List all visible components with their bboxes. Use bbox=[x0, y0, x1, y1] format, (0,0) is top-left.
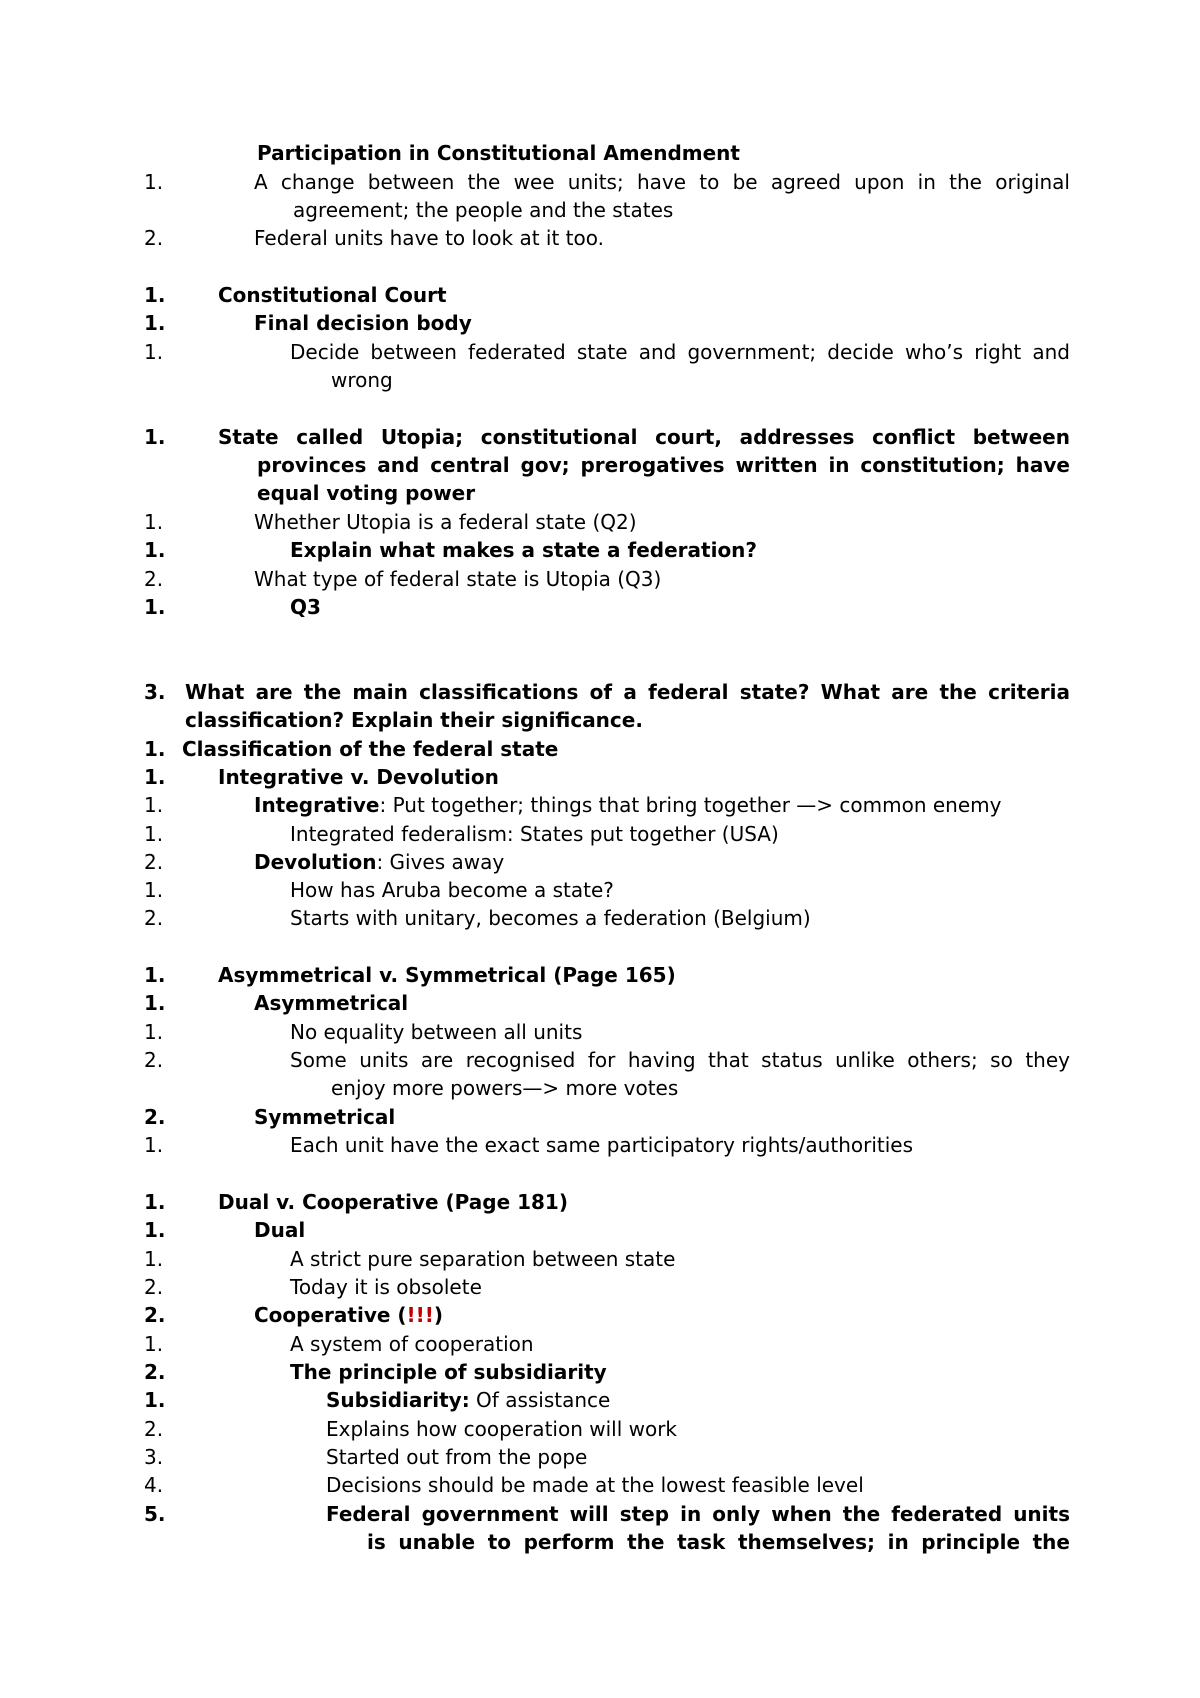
list-number: 1. bbox=[144, 737, 166, 761]
term-label: Subsidiarity: bbox=[326, 1388, 470, 1412]
list-text: A change between the wee units; have to be agreed upon in the original bbox=[254, 170, 1070, 194]
list-number: 1. bbox=[144, 510, 164, 534]
list-text: Symmetrical bbox=[254, 1105, 396, 1129]
list-number: 1. bbox=[144, 311, 166, 335]
list-number: 2. bbox=[144, 1360, 166, 1384]
question-text: classification? Explain their significance. bbox=[185, 708, 643, 732]
list-number: 3. bbox=[144, 1445, 164, 1469]
list-text: Constitutional Court bbox=[218, 283, 447, 307]
list-text: The principle of subsidiarity bbox=[290, 1360, 607, 1384]
list-text: How has Aruba become a state? bbox=[290, 878, 614, 902]
list-text: Integrated federalism: States put together (USA) bbox=[290, 822, 779, 846]
list-text: Federal units have to look at it too. bbox=[254, 226, 604, 250]
list-number: 3. bbox=[144, 680, 166, 704]
list-number: 1. bbox=[144, 963, 166, 987]
list-text: Classification of the federal state bbox=[182, 737, 559, 761]
list-text: No equality between all units bbox=[290, 1020, 583, 1044]
list-number: 1. bbox=[144, 793, 164, 817]
list-number: 2. bbox=[144, 1105, 166, 1129]
list-number: 1. bbox=[144, 538, 166, 562]
list-number: 1. bbox=[144, 170, 164, 194]
list-text: provinces and central gov; prerogatives written in constitution; have bbox=[257, 453, 1070, 477]
list-number: 1. bbox=[144, 1247, 164, 1271]
list-number: 1. bbox=[144, 1218, 166, 1242]
term-label: Integrative bbox=[254, 793, 380, 817]
list-number: 2. bbox=[144, 906, 164, 930]
paren: ) bbox=[433, 1303, 444, 1327]
paren: ( bbox=[397, 1303, 407, 1327]
list-number: 1. bbox=[144, 595, 166, 619]
list-text: Each unit have the exact same participatory rights/authorities bbox=[290, 1133, 914, 1157]
list-number: 1. bbox=[144, 1133, 164, 1157]
list-number: 1. bbox=[144, 1388, 166, 1412]
list-text: Of assistance bbox=[469, 1388, 611, 1412]
list-number: 1. bbox=[144, 1190, 166, 1214]
emphasis-mark: !!! bbox=[406, 1303, 434, 1327]
list-number: 2. bbox=[144, 1303, 166, 1327]
list-number: 1. bbox=[144, 1020, 164, 1044]
list-text: Dual bbox=[254, 1218, 306, 1242]
list-number: 1. bbox=[144, 765, 166, 789]
list-text: Cooperative bbox=[254, 1303, 398, 1327]
list-number: 2. bbox=[144, 1417, 164, 1441]
list-text: A strict pure separation between state bbox=[290, 1247, 676, 1271]
list-number: 1. bbox=[144, 991, 166, 1015]
question-text: What are the main classifications of a federal state? What are the criteria bbox=[185, 680, 1070, 704]
list-number: 2. bbox=[144, 567, 164, 591]
list-text: wrong bbox=[331, 368, 393, 392]
list-number: 1. bbox=[144, 822, 164, 846]
list-text: Started out from the pope bbox=[326, 1445, 588, 1469]
list-number: 1. bbox=[144, 878, 164, 902]
list-text: Starts with unitary, becomes a federation (Belgium) bbox=[290, 906, 811, 930]
list-text: Explain what makes a state a federation? bbox=[290, 538, 758, 562]
list-text: Explains how cooperation will work bbox=[326, 1417, 678, 1441]
list-text: A system of cooperation bbox=[290, 1332, 534, 1356]
list-text: equal voting power bbox=[257, 481, 476, 505]
list-text: Whether Utopia is a federal state (Q2) bbox=[254, 510, 637, 534]
list-text: enjoy more powers—> more votes bbox=[331, 1076, 679, 1100]
list-text: Federal government will step in only when the federated units bbox=[326, 1502, 1070, 1526]
list-text: Some units are recognised for having that status unlike others; so they bbox=[290, 1048, 1070, 1072]
list-text: is unable to perform the task themselves; in principle the bbox=[367, 1530, 1070, 1554]
list-text: Decide between federated state and government; decide who’s right and bbox=[290, 340, 1070, 364]
list-text: : Gives away bbox=[376, 850, 505, 874]
list-text: agreement; the people and the states bbox=[293, 198, 674, 222]
list-number: 1. bbox=[144, 283, 166, 307]
list-text: Decisions should be made at the lowest feasible level bbox=[326, 1473, 864, 1497]
list-text: : Put together; things that bring together —> common enemy bbox=[379, 793, 1002, 817]
list-text: Asymmetrical v. Symmetrical (Page 165) bbox=[218, 963, 676, 987]
term-label: Devolution bbox=[254, 850, 377, 874]
list-text: Dual v. Cooperative (Page 181) bbox=[218, 1190, 568, 1214]
list-number: 5. bbox=[144, 1502, 166, 1526]
list-number: 1. bbox=[144, 340, 164, 364]
list-text: What type of federal state is Utopia (Q3) bbox=[254, 567, 662, 591]
heading-participation: Participation in Constitutional Amendment bbox=[257, 141, 740, 165]
list-number: 1. bbox=[144, 1332, 164, 1356]
list-number: 4. bbox=[144, 1473, 164, 1497]
list-text: State called Utopia; constitutional court, addresses conflict between bbox=[218, 425, 1070, 449]
list-number: 2. bbox=[144, 1048, 164, 1072]
list-text: Integrative v. Devolution bbox=[218, 765, 499, 789]
list-number: 2. bbox=[144, 850, 164, 874]
list-text: Final decision body bbox=[254, 311, 472, 335]
list-text: Q3 bbox=[290, 595, 321, 619]
list-number: 2. bbox=[144, 226, 164, 250]
list-text: Today it is obsolete bbox=[290, 1275, 482, 1299]
list-number: 1. bbox=[144, 425, 166, 449]
list-number: 2. bbox=[144, 1275, 164, 1299]
list-text: Asymmetrical bbox=[254, 991, 409, 1015]
